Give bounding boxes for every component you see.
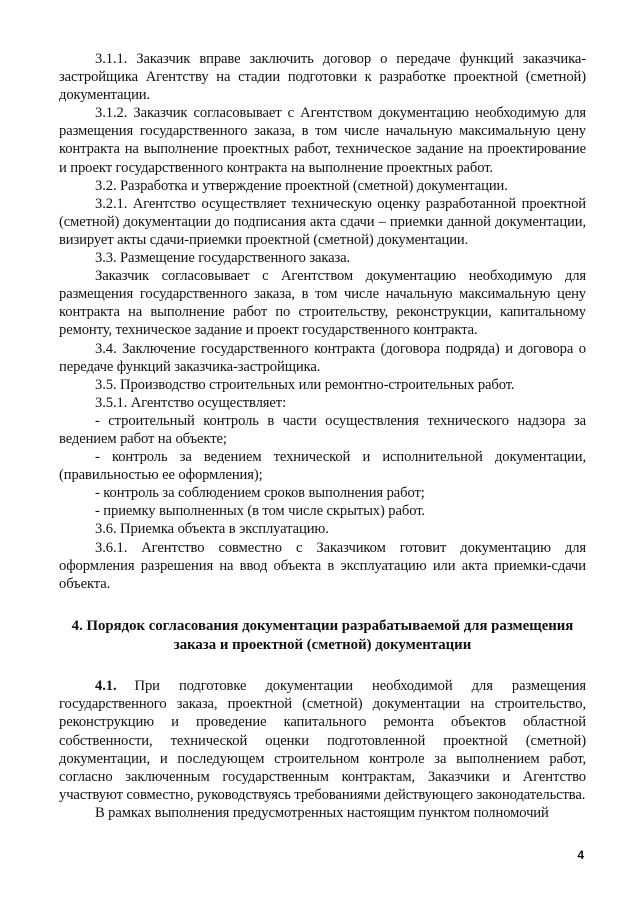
paragraph-3-2-1: 3.2.1. Агентство осуществляет техническую оценку разработанной проектной (сметной) документации до подписания акта сдачи – приемки данной документации, визирует акты сдачи-приемки проектной (сметной) документации. [59, 195, 586, 248]
paragraph-3-3-text: Заказчик согласовывает с Агентством документацию необходимую для размещения государственного заказа, в том числе начальную максимальную цену контракта на выполнение работ по строительству, реконструкции, капитальному ремонту, техническое задание и проект государственного контракта. [59, 268, 586, 339]
paragraph-3-4: 3.4. Заключение государственного контракта (договора подряда) и договора о передаче функций заказчика-застройщика. [59, 340, 586, 375]
paragraph-3-6: 3.6. Приемка объекта в эксплуатацию. [95, 521, 329, 538]
paragraph-3-5: 3.5. Производство строительных или ремонтно-строительных работ. [95, 376, 515, 393]
list-item-acceptance: - приемку выполненных (в том числе скрытых) работ. [95, 503, 425, 520]
paragraph-4-1 [59, 677, 586, 804]
section-4-heading [59, 617, 586, 655]
paragraph-3-5-1: 3.5.1. Агентство осуществляет: [95, 394, 287, 411]
list-item-documentation-control: - контроль за ведением технической и исполнительной документации, (правильностью ее оформления); [59, 449, 586, 484]
paragraph-3-1-1: 3.1.1. Заказчик вправе заключить договор о передаче функций заказчика-застройщика Агентству на стадии подготовки к разработке проектной (сметной) документации. [59, 51, 586, 104]
section-4-heading-line-1: 4. Порядок согласования документации разрабатываемой для размещения [71, 618, 574, 634]
section-4-body [59, 677, 586, 823]
clause-number: 4.1. [95, 678, 117, 694]
list-item-construction-control: - строительный контроль в части осуществления технического надзора за ведением работ на объекте; [59, 412, 586, 447]
paragraph-3-6-1: 3.6.1. Агентство совместно с Заказчиком готовит документацию для оформления разрешения на ввод объекта в эксплуатацию или акта приемки-сдачи объекта. [59, 539, 586, 592]
list-item-deadline-control: - контроль за соблюдением сроков выполнения работ; [95, 485, 425, 502]
clause-text: При подготовке документации необходимой для размещения государственного заказа, проектной (сметной) документации на строительство, реконструкцию и проведение капитального ремонта объектов областной собственности, технической оценки подготовленной проектной (сметной) документации, и последующем строительном контроле за выполнением работ, согласно заключенным государственным контрактам, Заказчики и Агентство участвуют совместно, руководствуясь требованиями действующего законодательства. [59, 678, 586, 804]
page-number: 4 [577, 848, 584, 862]
paragraph-3-3: 3.3. Размещение государственного заказа. [95, 250, 351, 267]
paragraph-3-2: 3.2. Разработка и утверждение проектной (сметной) документации. [95, 177, 508, 194]
paragraph-3-1-2: 3.1.2. Заказчик согласовывает с Агентством документацию необходимую для размещения государственного заказа, в том числе начальную максимальную цену контракта на выполнение проектных работ, техническое задание на проектирование и проект государственного контракта на выполнение проектных работ. [59, 105, 586, 176]
section-4-heading-line-2: заказа и проектной (сметной) документации [173, 637, 472, 653]
paragraph-4-1-continuation: В рамках выполнения предусмотренных настоящим пунктом полномочий [95, 805, 549, 822]
section-3-body [59, 50, 586, 593]
